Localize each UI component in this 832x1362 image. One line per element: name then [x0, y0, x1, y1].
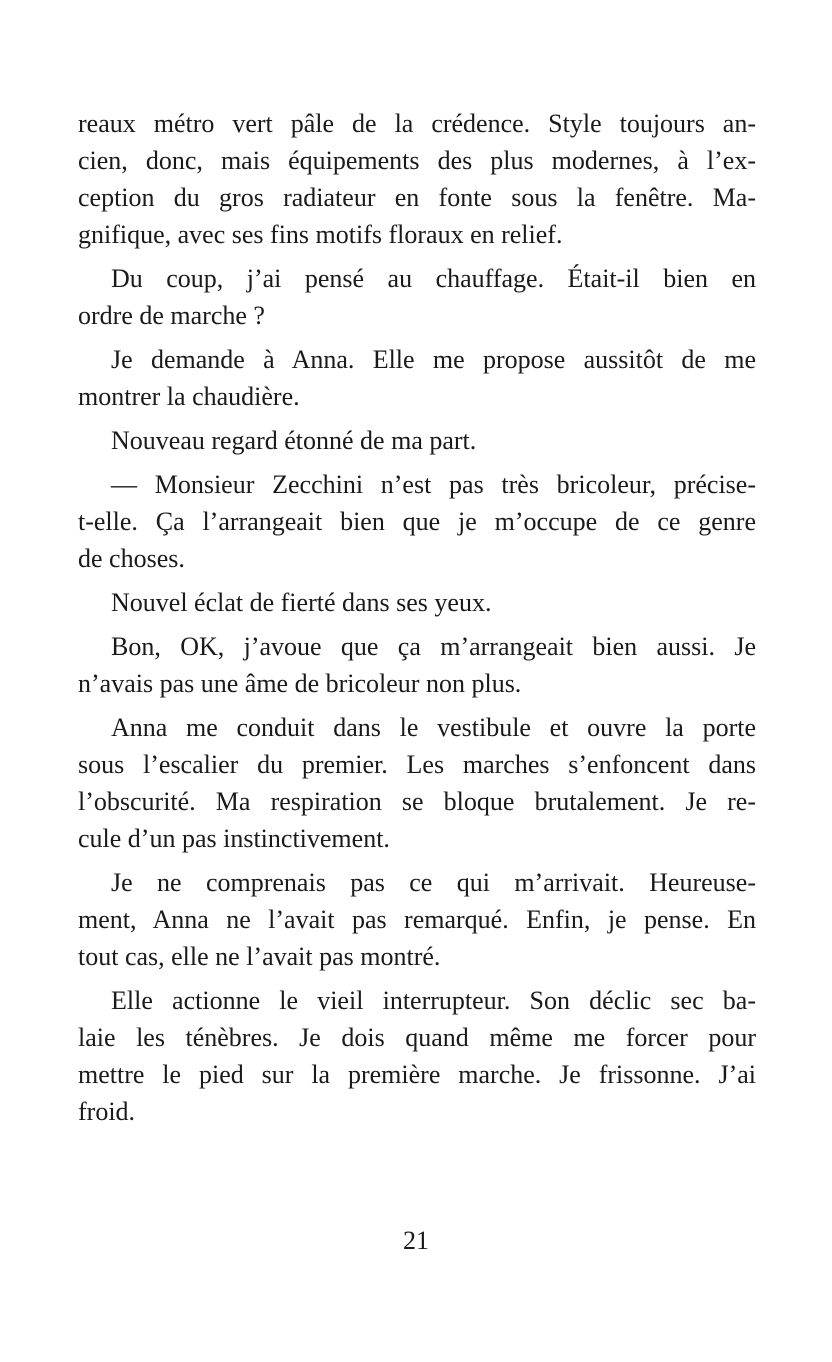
body-text — [78, 105, 756, 1137]
text-line: ordre de marche ? — [78, 301, 265, 330]
text-line: cien, donc, mais équipements des plus modernes, à l’ex- — [78, 146, 756, 175]
paragraph — [78, 105, 756, 253]
paragraph — [78, 341, 756, 415]
text-line: mettre le pied sur la première marche. Je frissonne. J’ai — [78, 1060, 756, 1089]
paragraph — [78, 260, 756, 334]
page-number: 21 — [403, 1226, 429, 1255]
paragraph — [78, 864, 756, 975]
text-line: gnifique, avec ses fins motifs floraux en relief. — [78, 220, 563, 249]
paragraph — [78, 709, 756, 857]
text-line: Bon, OK, j’avoue que ça m’arrangeait bien aussi. Je — [111, 632, 756, 661]
text-line: Nouvel éclat de fierté dans ses yeux. — [111, 588, 492, 617]
text-line: reaux métro vert pâle de la crédence. Style toujours an- — [78, 109, 756, 138]
text-line: Je ne comprenais pas ce qui m’arrivait. Heureuse- — [111, 868, 756, 897]
paragraph — [78, 584, 756, 621]
text-line: sous l’escalier du premier. Les marches s’enfoncent dans — [78, 750, 756, 779]
text-line: Anna me conduit dans le vestibule et ouvre la porte — [111, 713, 756, 742]
text-line: Nouveau regard étonné de ma part. — [111, 426, 477, 455]
paragraph — [78, 982, 756, 1130]
text-line: t-elle. Ça l’arrangeait bien que je m’occupe de ce genre — [78, 507, 756, 536]
text-line: ception du gros radiateur en fonte sous la fenêtre. Ma- — [78, 183, 756, 212]
text-line: ment, Anna ne l’avait pas remarqué. Enfin, je pense. En — [78, 905, 756, 934]
text-line: laie les ténèbres. Je dois quand même me forcer pour — [78, 1023, 756, 1052]
text-line: Du coup, j’ai pensé au chauffage. Était-il bien en — [111, 264, 756, 293]
paragraph — [78, 422, 756, 459]
text-line: froid. — [78, 1097, 136, 1126]
text-line: n’avais pas une âme de bricoleur non plus. — [78, 669, 522, 698]
text-line: Je demande à Anna. Elle me propose aussitôt de me — [111, 345, 756, 374]
text-line: — Monsieur Zecchini n’est pas très bricoleur, précise- — [111, 470, 756, 499]
paragraph — [78, 466, 756, 577]
text-line: montrer la chaudière. — [78, 382, 300, 411]
text-line: Elle actionne le vieil interrupteur. Son déclic sec ba- — [111, 986, 756, 1015]
text-line: l’obscurité. Ma respiration se bloque brutalement. Je re- — [78, 787, 756, 816]
text-line: cule d’un pas instinctivement. — [78, 824, 390, 853]
text-line: tout cas, elle ne l’avait pas montré. — [78, 942, 441, 971]
text-line: de choses. — [78, 544, 185, 573]
paragraph — [78, 628, 756, 702]
